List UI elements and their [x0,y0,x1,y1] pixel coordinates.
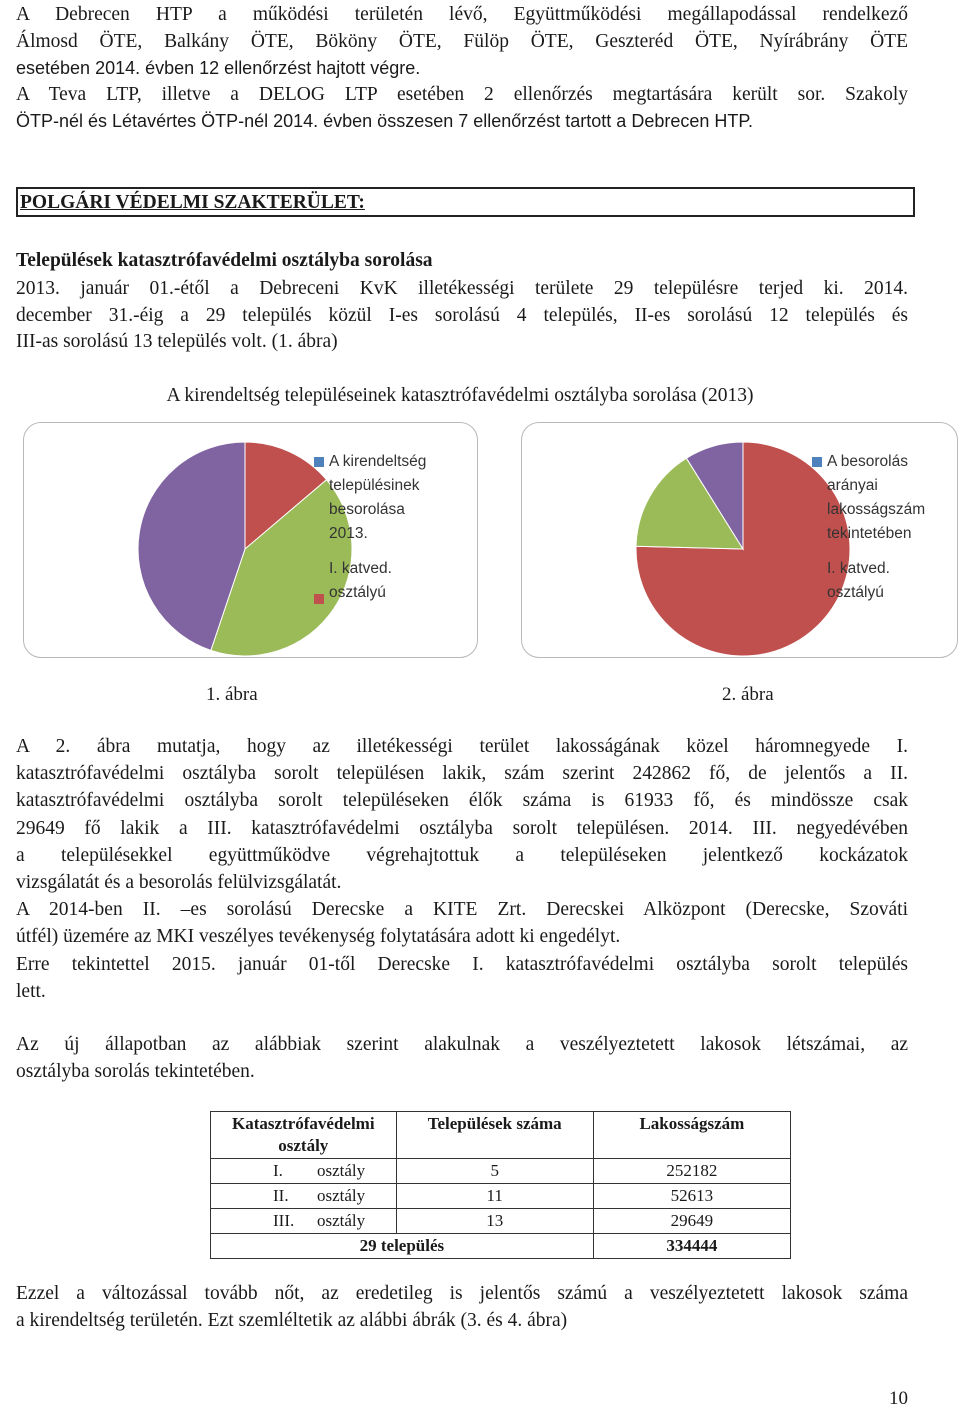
text-line: a kirendeltség területén. Ezt szemléltetik az alábbi ábrák (3. és 4. ábra) [16,1309,568,1331]
page-number: 10 [889,1388,908,1409]
text-line: 2013. január 01.-étől a Debreceni KvK illetékességi területe 29 településre terjed ki. 2014. [16,278,908,299]
text-line: Erre tekintettel 2015. január 01-től Derecske I. katasztrófavédelmi osztályba sorolt település [16,953,908,975]
legend-title-line: arányai [827,477,878,494]
table-cell: III. osztály [211,1209,397,1234]
text-line: ÖTP-nél és Létavértes ÖTP-nél 2014. évben összesen 7 ellenőrzést tartott a Debrecen HTP. [16,111,754,131]
table-total-value: 334444 [593,1234,790,1259]
legend-title-line: besorolása [329,501,405,518]
table-cell: 5 [396,1159,593,1184]
legend-marker-1 [812,457,822,467]
text-line: A Teva LTP, illetve a DELOG LTP esetében 2 ellenőrzés megtartására került sor. Szakoly [16,83,908,105]
chart-2-legend [827,450,925,605]
table-row [211,1209,791,1234]
text-line: lett. [16,980,46,1002]
table-cell: 52613 [593,1184,790,1209]
table-total-row [211,1234,791,1259]
column-header: Lakosságszám [593,1112,790,1159]
classification-table [210,1111,791,1259]
legend-entry-line: osztályú [329,584,386,601]
legend-entry-line: osztályú [827,584,884,601]
text-line: esetében 2014. évben 12 ellenőrzést hajtott végre. [16,58,421,78]
table-cell: I. osztály [211,1159,397,1184]
text-line: A Debrecen HTP a működési területén lévő, Együttműködési megállapodással rendelkező [16,4,908,25]
chart-2 [521,422,958,658]
column-header: Települések száma [396,1112,593,1159]
legend-title-line: tekintetében [827,525,912,542]
text-line: katasztrófavédelmi osztályba sorolt településen lakik, szám szerint 242862 fő, de jelentős a II. [16,763,908,785]
section-heading-box [16,187,915,217]
subheading: Települések katasztrófavédelmi osztályba sorolása [16,250,433,271]
legend-title-line: A kirendeltség [329,453,427,470]
table-total-label: 29 település [211,1234,594,1259]
legend-marker-2 [314,594,324,604]
table-row [211,1159,791,1184]
text-line: III-as sorolású 13 település volt. (1. ábra) [16,331,338,352]
text-line: a településekkel együttműködve végrehajtottuk a településeken jelentkező kockázatok [16,844,908,866]
column-header: Katasztrófavédelmi osztály [211,1112,397,1159]
table-cell: 252182 [593,1159,790,1184]
table-header-row [211,1112,791,1159]
text-line: osztályba sorolás tekintetében. [16,1061,255,1082]
legend-title-line: 2013. [329,525,368,542]
legend-entry-line: I. katved. [827,560,890,577]
figure-title: A kirendeltség településeinek katasztrófavédelmi osztályba sorolása (2013) [166,385,754,406]
section-title: POLGÁRI VÉDELMI SZAKTERÜLET: [20,192,365,213]
text-line: Az új állapotban az alábbiak szerint alakulnak a veszélyeztetett lakosok létszámai, az [16,1034,908,1055]
figure-caption-2: 2. ábra [722,684,774,705]
table-row [211,1184,791,1209]
text-line: Ezzel a változással tovább nőt, az eredetileg is jelentős számú a veszélyeztetett lakosok száma [16,1283,908,1304]
legend-marker-1 [314,457,324,467]
chart-1-legend [329,450,426,605]
legend-title-line: lakosságszám [827,501,926,518]
analysis-paragraph [16,733,908,1005]
legend-title-line: A besorolás [827,453,908,470]
figure-caption-1: 1. ábra [206,684,258,705]
closing-paragraph [16,1281,908,1334]
legend-marker-2 [812,594,822,604]
table-cell: 13 [396,1209,593,1234]
table-cell: 11 [396,1184,593,1209]
section-paragraph [16,276,908,356]
text-line: útfél) üzemére az MKI veszélyes tevékenység folytatására adott ki engedélyt. [16,926,621,948]
intro-paragraph [16,2,908,135]
table-cell: 29649 [593,1209,790,1234]
text-line: A 2014-ben II. –es sorolású Derecske a KITE Zrt. Derecskei Alközpont (Derecske, Szováti [16,899,908,921]
text-line: december 31.-éig a 29 település közül I-es sorolású 4 település, II-es sorolású 12 település és [16,304,908,326]
table-cell: II. osztály [211,1184,397,1209]
legend-entry-line: I. katved. [329,560,392,577]
text-line: vizsgálatát és a besorolás felülvizsgálatát. [16,872,342,894]
legend-title-line: településinek [329,477,420,494]
text-line: A 2. ábra mutatja, hogy az illetékességi terület lakosságának közel háromnegyede I. [16,736,908,757]
text-line: Álmosd ÖTE, Balkány ÖTE, Bököny ÖTE, Fülöp ÖTE, Geszteréd ÖTE, Nyírábrány ÖTE [16,30,908,52]
chart-1 [23,422,478,658]
text-line: 29649 fő lakik a III. katasztrófavédelmi osztályba sorolt településen. 2014. III. negyedévében [16,817,908,839]
intro-table-paragraph [16,1031,908,1085]
text-line: katasztrófavédelmi osztályba sorolt településeken élők száma is 61933 fő, és mindössze csak [16,790,908,812]
